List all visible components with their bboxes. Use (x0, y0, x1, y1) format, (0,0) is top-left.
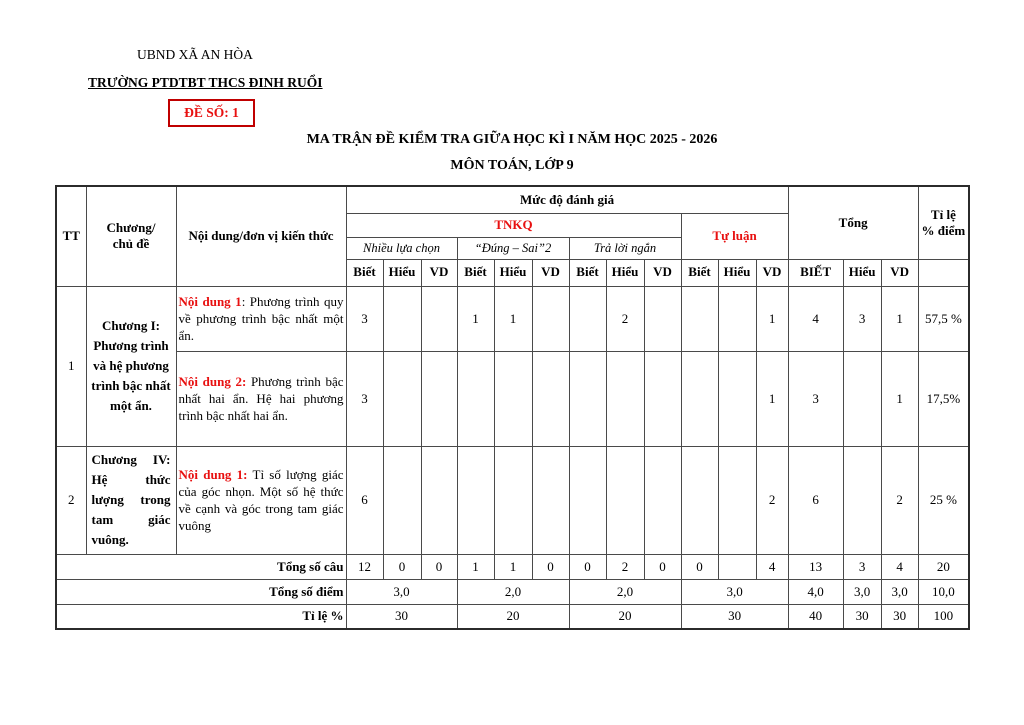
percent-header-line2: % điểm (921, 222, 966, 238)
count-cell (718, 286, 756, 351)
total-cell: 3 (843, 554, 881, 579)
total-cell: 3,0 (881, 579, 918, 604)
col-header-assessment: Mức độ đánh giá (346, 186, 788, 213)
org-name: UBND XÃ AN HÒA (137, 47, 253, 62)
level-header-biet: Biết (346, 259, 383, 286)
count-cell: 0 (644, 554, 681, 579)
count-cell (718, 554, 756, 579)
level-header-vd: VD (421, 259, 457, 286)
points-group-cell: 2,0 (457, 579, 569, 604)
percent-cell: 10,0 (918, 579, 969, 604)
count-cell: 0 (569, 554, 606, 579)
count-cell (421, 286, 457, 351)
school-name: TRƯỜNG PTDTBT THCS ĐINH RUỔI (88, 75, 323, 90)
count-cell: 3 (346, 286, 383, 351)
points-group-cell: 2,0 (569, 579, 681, 604)
count-cell (569, 446, 606, 554)
count-cell (421, 446, 457, 554)
table-row (56, 446, 969, 554)
col-header-chapter (86, 186, 176, 286)
level-header-biet: Biết (569, 259, 606, 286)
content-cell (176, 286, 346, 351)
count-cell (457, 351, 494, 446)
exam-number-label: ĐỀ SỐ: 1 (184, 105, 239, 120)
level-header-biet: Biết (457, 259, 494, 286)
row-number: 2 (56, 446, 86, 554)
total-cell: 4 (788, 286, 843, 351)
col-header-essay: Tự luận (681, 213, 788, 259)
group-header-multiple-choice: Nhiều lựa chọn (346, 237, 457, 259)
col-header-total: Tổng (788, 186, 918, 259)
percent-cell: 20 (918, 554, 969, 579)
total-cell: 30 (881, 604, 918, 629)
content-desc: Phương trình bậc nhất hai ẩn. Hệ hai phương trình bậc nhất hai ẩn. (178, 373, 344, 424)
percent-row-label: Tỉ lệ % (56, 604, 346, 629)
col-header-percent (918, 186, 969, 259)
content-label: Nội dung 1: (178, 466, 248, 482)
count-cell: 0 (383, 554, 421, 579)
level-header-hieu: Hiểu (494, 259, 532, 286)
chapter-cell: Chương IV: Hệ thức lượng trong tam giác vuông. (86, 446, 176, 554)
count-cell (606, 351, 644, 446)
total-cell: 13 (788, 554, 843, 579)
count-cell: 0 (681, 554, 718, 579)
content-label: Nội dung 1 (178, 293, 242, 309)
table-row (56, 286, 969, 351)
count-cell (644, 446, 681, 554)
row-number: 1 (56, 286, 86, 446)
count-cell (681, 446, 718, 554)
matrix-table (55, 185, 970, 630)
percent-group-cell: 20 (457, 604, 569, 629)
count-cell (494, 446, 532, 554)
chapter-header-line2: chủ đề (112, 236, 150, 252)
content-cell (176, 351, 346, 446)
total-questions-row (56, 554, 969, 579)
count-cell (421, 351, 457, 446)
count-cell: 1 (494, 554, 532, 579)
content-cell (176, 446, 346, 554)
percent-cell: 25 % (918, 446, 969, 554)
count-cell: 12 (346, 554, 383, 579)
level-header-biet: Biết (681, 259, 718, 286)
col-header-tnkq: TNKQ (346, 213, 681, 237)
count-cell (383, 286, 421, 351)
count-cell (681, 351, 718, 446)
count-cell (532, 351, 569, 446)
percent-cell: 57,5 % (918, 286, 969, 351)
total-points-row (56, 579, 969, 604)
count-cell (644, 351, 681, 446)
group-header-short-answer: Trả lời ngắn (569, 237, 681, 259)
count-cell (532, 446, 569, 554)
count-cell (718, 446, 756, 554)
count-cell (718, 351, 756, 446)
level-header-hieu: Hiểu (383, 259, 421, 286)
total-cell: 4,0 (788, 579, 843, 604)
level-header-hieu: Hiểu (718, 259, 756, 286)
count-cell (569, 351, 606, 446)
chapter-cell: Chương I: Phương trình và hệ phương trình bậc nhất một ẩn. (86, 286, 176, 446)
points-group-cell: 3,0 (681, 579, 788, 604)
count-cell (606, 446, 644, 554)
count-cell: 2 (756, 446, 788, 554)
count-cell: 1 (457, 286, 494, 351)
doc-title: MA TRẬN ĐỀ KIỂM TRA GIỮA HỌC KÌ I NĂM HỌC 2025 - 2026 (306, 132, 718, 147)
total-level-header-biet: BIẾT (788, 259, 843, 286)
level-header-vd: VD (756, 259, 788, 286)
count-cell (383, 446, 421, 554)
chapter-header-line1: Chương/ (106, 220, 156, 235)
count-cell (644, 286, 681, 351)
count-cell: 4 (756, 554, 788, 579)
total-cell: 6 (788, 446, 843, 554)
content-desc: Tỉ số lượng giác của góc nhọn. Một số hệ thức về cạnh và góc trong tam giác vuông (178, 466, 344, 534)
col-header-tt: TT (56, 186, 86, 286)
points-group-cell: 3,0 (346, 579, 457, 604)
total-cell (843, 446, 881, 554)
total-cell: 30 (843, 604, 881, 629)
table-row (56, 351, 969, 446)
content-label: Nội dung 2: (178, 373, 247, 389)
total-level-header-hieu: Hiểu (843, 259, 881, 286)
level-header-vd: VD (644, 259, 681, 286)
total-cell: 2 (881, 446, 918, 554)
col-header-content: Nội dung/đơn vị kiến thức (176, 186, 346, 286)
percent-cell: 17,5% (918, 351, 969, 446)
count-cell: 0 (421, 554, 457, 579)
percent-cell: 100 (918, 604, 969, 629)
count-cell: 1 (756, 351, 788, 446)
count-cell (383, 351, 421, 446)
percent-group-cell: 20 (569, 604, 681, 629)
count-cell (681, 286, 718, 351)
level-header-vd: VD (532, 259, 569, 286)
group-header-true-false: “Đúng – Sai”2 (457, 237, 569, 259)
count-cell: 1 (756, 286, 788, 351)
count-cell: 3 (346, 351, 383, 446)
count-cell: 0 (532, 554, 569, 579)
exam-number-box (168, 99, 255, 127)
doc-subtitle: MÔN TOÁN, LỚP 9 (450, 158, 574, 173)
count-cell (532, 286, 569, 351)
total-cell (843, 351, 881, 446)
count-cell: 1 (457, 554, 494, 579)
content-desc: : Phương trình quy về phương trình bậc nhất một ẩn. (178, 293, 344, 344)
total-cell: 3 (843, 286, 881, 351)
count-cell: 1 (494, 286, 532, 351)
percent-group-cell: 30 (681, 604, 788, 629)
total-cell: 1 (881, 351, 918, 446)
count-cell: 6 (346, 446, 383, 554)
level-header-hieu: Hiểu (606, 259, 644, 286)
total-cell: 40 (788, 604, 843, 629)
total-level-header-vd: VD (881, 259, 918, 286)
total-cell: 1 (881, 286, 918, 351)
total-points-label: Tổng số điểm (56, 579, 346, 604)
count-cell (494, 351, 532, 446)
count-cell (569, 286, 606, 351)
total-cell: 3,0 (843, 579, 881, 604)
count-cell (457, 446, 494, 554)
total-cell: 3 (788, 351, 843, 446)
count-cell: 2 (606, 554, 644, 579)
total-cell: 4 (881, 554, 918, 579)
percent-header-line1: Tỉ lệ (930, 206, 956, 222)
percent-row (56, 604, 969, 629)
count-cell: 2 (606, 286, 644, 351)
percent-header-empty-cell (918, 259, 969, 286)
total-questions-label: Tổng số câu (56, 554, 346, 579)
percent-group-cell: 30 (346, 604, 457, 629)
